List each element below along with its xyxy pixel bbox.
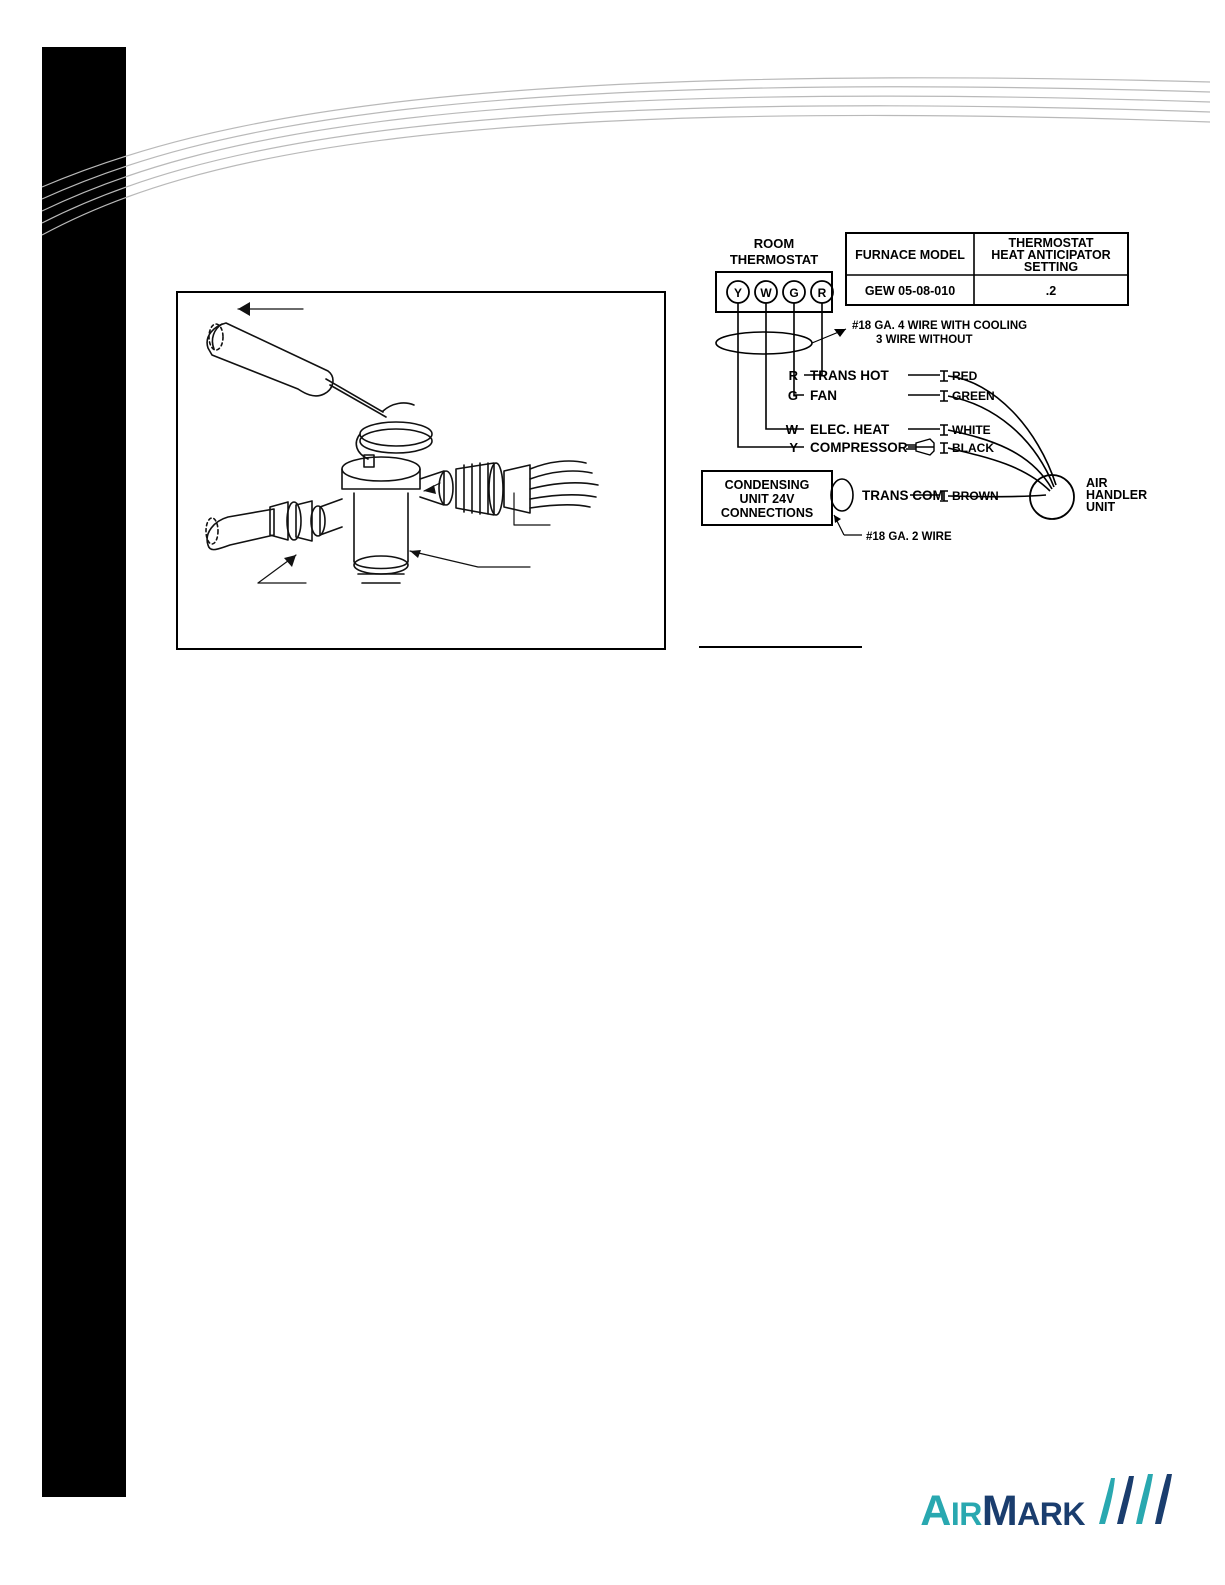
svg-text:FAN: FAN <box>810 388 837 403</box>
svg-text:BROWN: BROWN <box>952 489 999 503</box>
airmark-logo <box>920 1479 1177 1533</box>
svg-text:SETTING: SETTING <box>1023 260 1079 274</box>
logo-air-text: AIR <box>920 1487 982 1535</box>
svg-text:W: W <box>760 286 772 300</box>
svg-text:BLACK: BLACK <box>952 441 994 455</box>
logo-fins-icon <box>1093 1474 1177 1531</box>
svg-text:RED: RED <box>952 369 978 383</box>
svg-text:R: R <box>788 368 798 383</box>
svg-text:Y: Y <box>733 286 743 300</box>
svg-text:TRANS HOT: TRANS HOT <box>810 368 889 383</box>
figure-expansion-valve <box>176 291 666 650</box>
svg-text:THERMOSTAT: THERMOSTAT <box>1008 236 1094 250</box>
decorative-swoosh <box>30 60 1210 250</box>
svg-text:HANDLER: HANDLER <box>1086 488 1148 502</box>
svg-text:G: G <box>787 388 798 403</box>
svg-text:G: G <box>789 286 799 300</box>
svg-text:CONDENSING: CONDENSING <box>724 478 810 492</box>
svg-text:3 WIRE WITHOUT: 3 WIRE WITHOUT <box>876 334 973 346</box>
logo-mark-text: MARK <box>981 1487 1085 1535</box>
left-black-bar <box>42 47 126 1497</box>
svg-text:#18 GA. 4 WIRE WITH COOLING: #18 GA. 4 WIRE WITH COOLING <box>852 320 1028 332</box>
svg-text:Y: Y <box>789 440 798 455</box>
svg-text:CONNECTIONS: CONNECTIONS <box>720 506 814 520</box>
figure-wiring-diagram <box>694 225 1174 655</box>
svg-text:COMPRESSOR: COMPRESSOR <box>810 440 908 455</box>
svg-text:WHITE: WHITE <box>952 423 991 437</box>
svg-text:ELEC. HEAT: ELEC. HEAT <box>810 422 890 437</box>
svg-text:W: W <box>785 422 798 437</box>
svg-text:FURNACE MODEL: FURNACE MODEL <box>855 248 965 262</box>
thermostat-label-line2: THERMOSTAT <box>729 252 819 267</box>
svg-text:GEW 05-08-010: GEW 05-08-010 <box>864 284 956 298</box>
svg-text:.2: .2 <box>1045 284 1057 298</box>
svg-text:R: R <box>817 286 827 300</box>
svg-text:UNIT: UNIT <box>1086 500 1116 514</box>
thermostat-label-line1: ROOM <box>753 236 795 251</box>
svg-text:TRANS COM: TRANS COM <box>862 488 944 503</box>
svg-text:HEAT ANTICIPATOR: HEAT ANTICIPATOR <box>991 248 1111 262</box>
svg-text:AIR: AIR <box>1086 476 1108 490</box>
svg-text:#18 GA. 2 WIRE: #18 GA. 2 WIRE <box>866 531 952 543</box>
svg-text:GREEN: GREEN <box>952 389 995 403</box>
svg-text:UNIT 24V: UNIT 24V <box>739 492 795 506</box>
diagram-underline <box>699 646 862 648</box>
